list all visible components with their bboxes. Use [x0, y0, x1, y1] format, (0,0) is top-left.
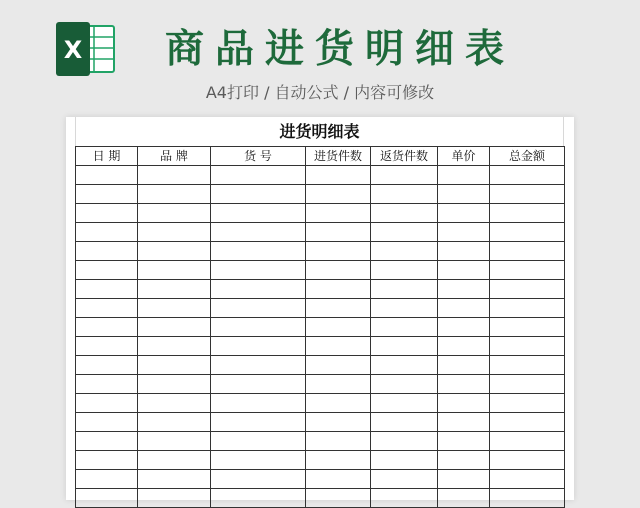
table-cell[interactable]	[371, 280, 438, 299]
table-row	[76, 280, 565, 299]
table-row	[76, 489, 565, 508]
table-cell[interactable]	[76, 185, 138, 204]
column-header-date: 日 期	[76, 147, 138, 166]
table-cell[interactable]	[438, 470, 490, 489]
table-cell[interactable]	[438, 489, 490, 508]
table-cell[interactable]	[371, 318, 438, 337]
table-cell[interactable]	[138, 204, 211, 223]
table-cell[interactable]	[490, 356, 565, 375]
table-cell[interactable]	[490, 166, 565, 185]
table-cell[interactable]	[371, 451, 438, 470]
table-row	[76, 413, 565, 432]
table-cell[interactable]	[76, 413, 138, 432]
table-cell[interactable]	[306, 204, 371, 223]
table-row	[76, 223, 565, 242]
excel-logo-letter: X	[63, 36, 83, 64]
table-cell[interactable]	[371, 489, 438, 508]
table-cell[interactable]	[138, 356, 211, 375]
table-cell[interactable]	[438, 337, 490, 356]
table-cell[interactable]	[76, 394, 138, 413]
table-cell[interactable]	[371, 356, 438, 375]
table-cell[interactable]	[211, 489, 306, 508]
table-cell[interactable]	[211, 413, 306, 432]
table-cell[interactable]	[306, 470, 371, 489]
column-header-return-qty: 返货件数	[371, 147, 438, 166]
table-cell[interactable]	[138, 299, 211, 318]
table-cell[interactable]	[211, 261, 306, 280]
table-cell[interactable]	[490, 280, 565, 299]
table-cell[interactable]	[138, 470, 211, 489]
table-cell[interactable]	[371, 394, 438, 413]
table-cell[interactable]	[490, 185, 565, 204]
table-row	[76, 299, 565, 318]
sheet-title: 进货明细表	[75, 117, 564, 146]
table-cell[interactable]	[438, 432, 490, 451]
table-cell[interactable]	[490, 413, 565, 432]
table-cell[interactable]	[306, 489, 371, 508]
table-row	[76, 356, 565, 375]
table-cell[interactable]	[306, 394, 371, 413]
table-cell[interactable]	[438, 356, 490, 375]
table-cell[interactable]	[76, 261, 138, 280]
table-cell[interactable]	[438, 318, 490, 337]
table-cell[interactable]	[371, 413, 438, 432]
table-cell[interactable]	[438, 299, 490, 318]
table-cell[interactable]	[490, 470, 565, 489]
column-header-purchase-qty: 进货件数	[306, 147, 371, 166]
table-cell[interactable]	[211, 394, 306, 413]
table-cell[interactable]	[76, 280, 138, 299]
table-cell[interactable]	[490, 299, 565, 318]
table-row	[76, 204, 565, 223]
table-cell[interactable]	[306, 166, 371, 185]
table-row	[76, 375, 565, 394]
purchase-detail-table	[75, 146, 565, 508]
table-cell[interactable]	[306, 299, 371, 318]
table-cell[interactable]	[211, 242, 306, 261]
table-cell[interactable]	[371, 375, 438, 394]
table-cell[interactable]	[138, 185, 211, 204]
table-cell[interactable]	[138, 394, 211, 413]
table-cell[interactable]	[211, 470, 306, 489]
table-cell[interactable]	[438, 394, 490, 413]
table-cell[interactable]	[138, 261, 211, 280]
table-cell[interactable]	[76, 356, 138, 375]
table-cell[interactable]	[138, 489, 211, 508]
table-cell[interactable]	[76, 432, 138, 451]
table-cell[interactable]	[438, 413, 490, 432]
table-cell[interactable]	[306, 280, 371, 299]
table-cell[interactable]	[211, 223, 306, 242]
table-cell[interactable]	[76, 299, 138, 318]
page-title: 商品进货明细表	[164, 27, 515, 72]
table-cell[interactable]	[490, 337, 565, 356]
table-cell[interactable]	[76, 489, 138, 508]
table-cell[interactable]	[306, 432, 371, 451]
table-cell[interactable]	[211, 280, 306, 299]
table-cell[interactable]	[76, 337, 138, 356]
table-cell[interactable]	[138, 432, 211, 451]
table-cell[interactable]	[371, 299, 438, 318]
table-cell[interactable]	[138, 375, 211, 394]
table-cell[interactable]	[306, 185, 371, 204]
table-cell[interactable]	[371, 223, 438, 242]
table-cell[interactable]	[211, 318, 306, 337]
spreadsheet-sheet	[66, 117, 574, 500]
table-cell[interactable]	[211, 356, 306, 375]
table-row	[76, 318, 565, 337]
table-cell[interactable]	[371, 432, 438, 451]
table-row	[76, 185, 565, 204]
table-cell[interactable]	[306, 337, 371, 356]
table-wrapper	[75, 117, 564, 508]
table-cell[interactable]	[76, 204, 138, 223]
table-cell[interactable]	[371, 337, 438, 356]
table-row	[76, 394, 565, 413]
column-header-total-amount: 总金额	[490, 147, 565, 166]
table-cell[interactable]	[438, 166, 490, 185]
table-cell[interactable]	[306, 413, 371, 432]
table-cell[interactable]	[138, 337, 211, 356]
excel-logo-icon	[54, 20, 116, 78]
table-cell[interactable]	[438, 261, 490, 280]
table-cell[interactable]	[490, 432, 565, 451]
table-cell[interactable]	[76, 375, 138, 394]
table-header-row	[76, 147, 565, 166]
table-cell[interactable]	[211, 337, 306, 356]
column-header-unit-price: 单价	[438, 147, 490, 166]
table-cell[interactable]	[76, 470, 138, 489]
header	[0, 0, 640, 118]
table-cell[interactable]	[490, 394, 565, 413]
column-header-brand: 品 牌	[138, 147, 211, 166]
table-cell[interactable]	[490, 223, 565, 242]
table-cell[interactable]	[138, 242, 211, 261]
table-cell[interactable]	[371, 261, 438, 280]
table-row	[76, 451, 565, 470]
table-cell[interactable]	[490, 489, 565, 508]
table-cell[interactable]	[306, 223, 371, 242]
table-cell[interactable]	[438, 204, 490, 223]
table-cell[interactable]	[438, 375, 490, 394]
table-cell[interactable]	[371, 470, 438, 489]
page-subtitle: A4打印 / 自动公式 / 内容可修改	[205, 83, 435, 102]
table-cell[interactable]	[76, 318, 138, 337]
table-cell[interactable]	[438, 242, 490, 261]
table-cell[interactable]	[211, 451, 306, 470]
table-cell[interactable]	[138, 413, 211, 432]
table-cell[interactable]	[76, 451, 138, 470]
table-cell[interactable]	[490, 451, 565, 470]
table-cell[interactable]	[490, 318, 565, 337]
table-cell[interactable]	[306, 356, 371, 375]
table-cell[interactable]	[371, 166, 438, 185]
table-cell[interactable]	[76, 242, 138, 261]
table-cell[interactable]	[211, 166, 306, 185]
table-cell[interactable]	[306, 242, 371, 261]
table-cell[interactable]	[438, 223, 490, 242]
table-cell[interactable]	[306, 451, 371, 470]
table-row	[76, 166, 565, 185]
table-cell[interactable]	[490, 204, 565, 223]
table-row	[76, 242, 565, 261]
table-cell[interactable]	[211, 375, 306, 394]
table-cell[interactable]	[371, 185, 438, 204]
table-cell[interactable]	[371, 242, 438, 261]
table-cell[interactable]	[138, 318, 211, 337]
table-cell[interactable]	[306, 375, 371, 394]
table-cell[interactable]	[211, 432, 306, 451]
table-cell[interactable]	[76, 223, 138, 242]
table-cell[interactable]	[138, 223, 211, 242]
table-body	[76, 166, 565, 508]
table-cell[interactable]	[438, 451, 490, 470]
table-cell[interactable]	[211, 185, 306, 204]
column-header-item-number: 货 号	[211, 147, 306, 166]
table-cell[interactable]	[490, 242, 565, 261]
table-cell[interactable]	[211, 299, 306, 318]
table-cell[interactable]	[490, 261, 565, 280]
table-cell[interactable]	[138, 166, 211, 185]
table-cell[interactable]	[138, 280, 211, 299]
table-cell[interactable]	[211, 204, 306, 223]
table-row	[76, 261, 565, 280]
table-row	[76, 337, 565, 356]
table-cell[interactable]	[76, 166, 138, 185]
table-cell[interactable]	[306, 318, 371, 337]
table-cell[interactable]	[438, 280, 490, 299]
table-cell[interactable]	[490, 375, 565, 394]
table-row	[76, 432, 565, 451]
table-cell[interactable]	[306, 261, 371, 280]
table-cell[interactable]	[138, 451, 211, 470]
table-cell[interactable]	[438, 185, 490, 204]
table-cell[interactable]	[371, 204, 438, 223]
table-row	[76, 470, 565, 489]
